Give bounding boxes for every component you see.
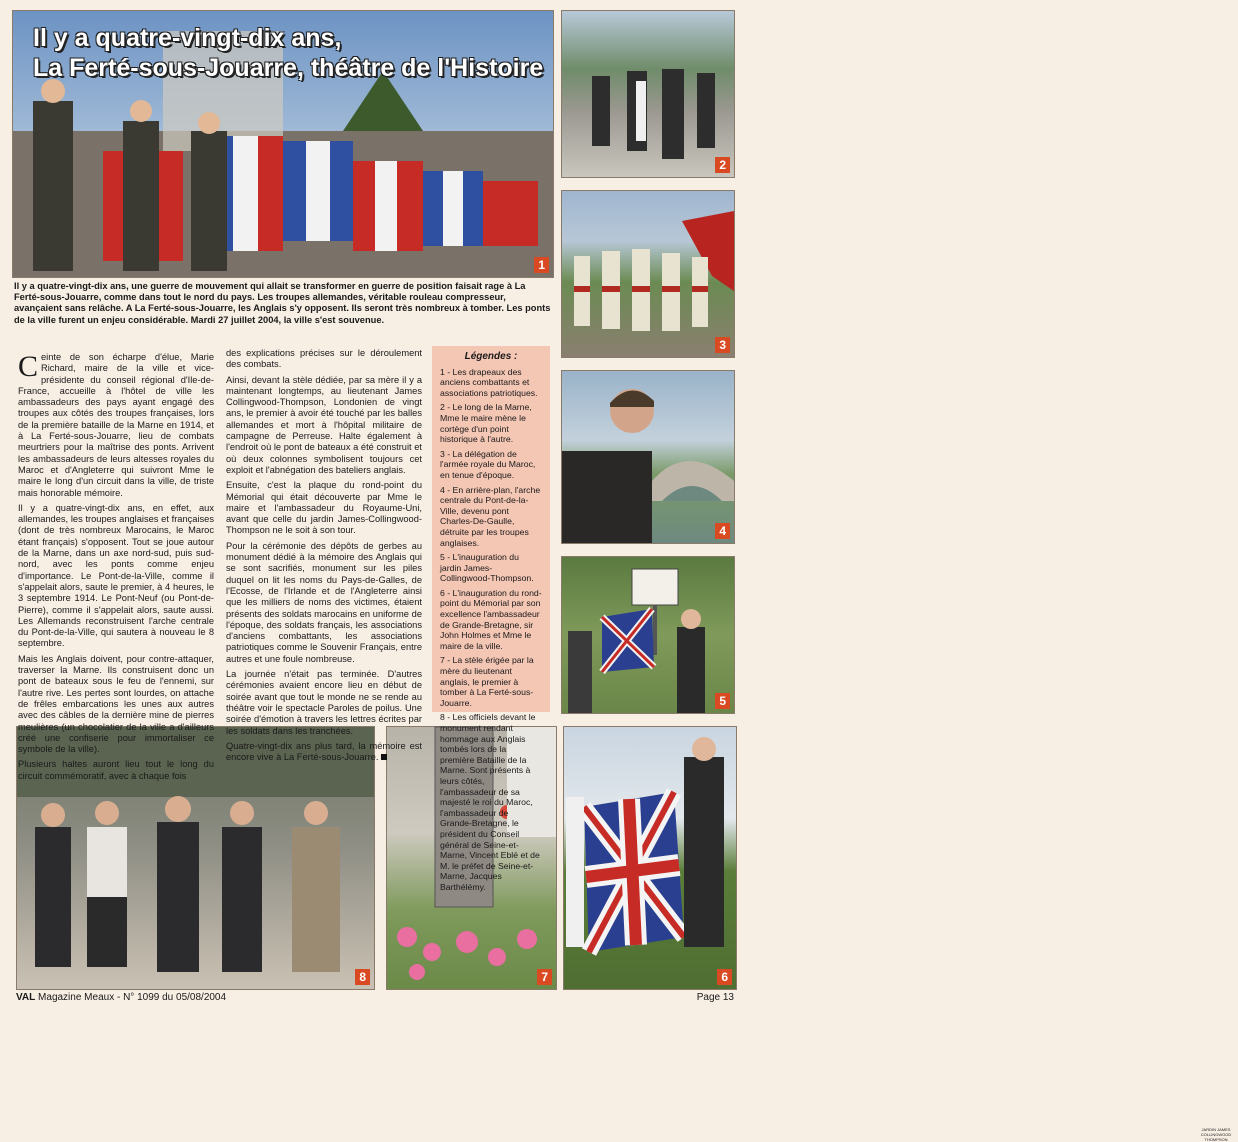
column2-paragraph-2: Ainsi, devant la stèle dédiée, par sa mère il y a maintenant longtemps, au lieutenant James Collingwood-Thompson, Londonien de vingt ans, le premier à avoir été touché par les balles allemandes et mort à l'hôpital militaire de campagne de Perreuse. Halte également à l'endroit où le pont de bateaux a été construit et où deux colonnes symbolisent toujours cet exploit et l'abnégation des bateliers anglais.	[226, 374, 422, 475]
garden-illustration	[562, 557, 734, 713]
footer-issue: Magazine Meaux - N° 1099 du 05/08/2004	[38, 992, 227, 1003]
drop-cap: C	[18, 350, 39, 383]
legend-item: 8 - Les officiels devant le monument rendant hommage aux Anglais tombés lors de la première Bataille de la Marne. Sont présents à leurs côtés, l'ambassadeur de sa majesté le roi du Maroc, l'ambassadeur de Grande-Bretagne, le président du Conseil général de Seine-et-Marne, Vincent Eblé et de M. le préfet de Seine-et-Marne, Jacques Barthélémy.	[440, 712, 540, 892]
photo-union-jack-unveiling	[563, 726, 737, 990]
photo-number-7: 7	[537, 969, 552, 985]
photo-moroccan-delegation	[561, 190, 735, 358]
column2-paragraph-6	[226, 741, 422, 764]
bridge-illustration	[562, 371, 734, 543]
column2-paragraph-3: Ensuite, c'est la plaque du rond-point du Mémorial qui était découverte par Mme le maire et l'ambassadeur du Royaume-Uni, avant que celle du jardin James-Collingwood-Thompson ne le soit à son tour.	[226, 480, 422, 536]
photo-number-8: 8	[355, 969, 370, 985]
legend-item: 2 - Le long de la Marne, Mme le maire mène le cortège d'un point historique à l'autre.	[440, 402, 532, 445]
legend-item: 3 - La délégation de l'armée royale du Maroc, en tenue d'époque.	[440, 448, 536, 480]
photo-number-4: 4	[715, 523, 730, 539]
delegation-illustration	[562, 191, 734, 357]
column2-paragraph-1: des explications précises sur le déroulement des combats.	[226, 348, 422, 370]
garden-sign-text: JARDIN JAMES COLLINGWOOD THOMPSON	[1200, 1127, 1232, 1142]
column1-paragraph-1-text: einte de son écharpe d'élue, Marie Richard, maire de la ville et vice-présidente du conseil régional d'Ile-de-France, accueille à l'hôtel de ville les ambassadeurs des pays ayant engagé des troupes aux côtés des troupes françaises, lors de la première bataille de la Marne en 1914, et à La Ferté-sous-Jouarre, lieu de combats meurtriers pour la maîtrise des ponts. Arrivent les ambassadeurs de leurs altesses royales du Maroc et d'Angleterre qui suivront Mme le maire le long d'un circuit dans la ville, de triste mais honorable mémoire.	[18, 352, 214, 498]
article-column-1	[18, 352, 214, 786]
legend-box	[432, 346, 550, 892]
legend-item: 7 - La stèle érigée par la mère du lieutenant anglais, le premier à tomber à La Ferté-sous-Jouarre.	[440, 655, 534, 708]
article-title	[33, 23, 543, 83]
column1-paragraph-3: Mais les Anglais doivent, pour contre-attaquer, traverser la Marne. Ils construisent donc un pont de bateaux sous le feu de l'ennemi, sur l'autre rive. Les pertes sont lourdes, on attache de frêles embarcations les unes aux autres avec des câbles de la dernière mine de pierres meulières (un chocolatier de la ville a d'ailleurs créé une confiserie pour immortaliser ce symbole de la ville).	[18, 653, 214, 755]
legend-item: 5 - L'inauguration du jardin James-Collingwood-Thompson.	[440, 552, 534, 584]
photo-number-1: 1	[534, 257, 549, 273]
procession-illustration	[562, 11, 734, 177]
legend-item: 1 - Les drapeaux des anciens combattants et associations patriotiques.	[440, 366, 538, 398]
photo-number-3: 3	[715, 337, 730, 353]
legend-item: 6 - L'inauguration du rond-point du Mémorial par son excellence l'ambassadeur de Grande-Bretagne, sir John Holmes et Mme le maire de la ville.	[440, 587, 542, 651]
column2-paragraph-6-text: Quatre-vingt-dix ans plus tard, la mémoire est encore vive à La Ferté-sous-Jouarre.	[226, 740, 422, 763]
column1-paragraph-1	[18, 352, 214, 499]
photo-bridge-young-man	[561, 370, 735, 544]
footer-page-number: Page 13	[696, 992, 734, 1003]
photo-number-5: 5	[715, 693, 730, 709]
photo-number-6: 6	[717, 969, 732, 985]
column2-paragraph-4: Pour la cérémonie des dépôts de gerbes au monument dédié à la mémoire des Anglais qui se sont sacrifiés, monument sur les piles duquel on lit les noms du Pays-de-Galles, de l'Ecosse, de l'Irlande et de l'Angleterre ainsi que les milliers de noms des victimes, étaient présents des soldats marocains en uniforme de l'époque, des soldats français, les associations d'anciens combattants, les associations patriotiques comme le Souvenir Français, entre autres et une foule nombreuse.	[226, 540, 422, 664]
union-jack-illustration	[564, 727, 736, 989]
photo-procession	[561, 10, 735, 178]
legend-heading: Légendes :	[464, 351, 518, 362]
title-line-1: Il y a quatre-vingt-dix ans,	[33, 24, 342, 52]
end-mark	[381, 754, 387, 760]
photo-number-2: 2	[715, 157, 730, 173]
article-column-2	[226, 348, 422, 767]
footer-brand: VAL	[16, 992, 36, 1003]
title-line-2: La Ferté-sous-Jouarre, théâtre de l'Histoire	[33, 54, 544, 82]
column1-paragraph-4: Plusieurs haltes auront lieu tout le long du circuit commémoratif, avec à chaque fois	[18, 759, 214, 781]
photo-flags-ceremony	[12, 10, 554, 278]
column1-paragraph-2: Il y a quatre-vingt-dix ans, en effet, aux allemandes, les troupes anglaises et françaises (dont de très nombreux Marocains, le Maroc étant français) s'opposent. Tout se joue autour de la Marne, dans un axe nord-sud, puis sud-nord, avec les ponts comme enjeu d'importance. Le Pont-de-la-Ville, comme il s'appelait alors, saute le premier, à 4 heures, le 3 septembre 1914. Le Pont-Neuf (ou Pont-de-Pierre), comme il s'appelait alors, saute aussi. Les Allemands reconstruisent l'arche centrale du Pont-de-la-Ville, qui sautera à nouveau le 8 septembre.	[18, 502, 214, 649]
column2-paragraph-5: La journée n'était pas terminée. D'autres cérémonies avaient encore lieu en début de soirée avant que tout le monde ne se rende au théâtre voir le spectacle Paroles de poilus. Une soirée d'émotion à travers les lettres écrites par les soldats dans les tranchées.	[226, 669, 422, 736]
footer-left	[16, 992, 226, 1003]
legend-item: 4 - En arrière-plan, l'arche centrale du Pont-de-la-Ville, devenu pont Charles-De-Gaulle, détruite par les troupes anglaises.	[440, 484, 541, 548]
lead-caption: Il y a quatre-vingt-dix ans, une guerre de mouvement qui allait se transformer en guerre de position faisait rage à La Ferté-sous-Jouarre, comme dans tout le nord du pays. Les troupes allemandes, véritable rouleau compresseur, avançaient sans relâche. A La Ferté-sous-Jouarre, les Anglais s'y opposent. Ils seront très nombreux à tomber. Les ponts de la ville furent un enjeu considérable. Mardi 27 juillet 2004, la ville s'est souvenue.	[14, 281, 551, 325]
